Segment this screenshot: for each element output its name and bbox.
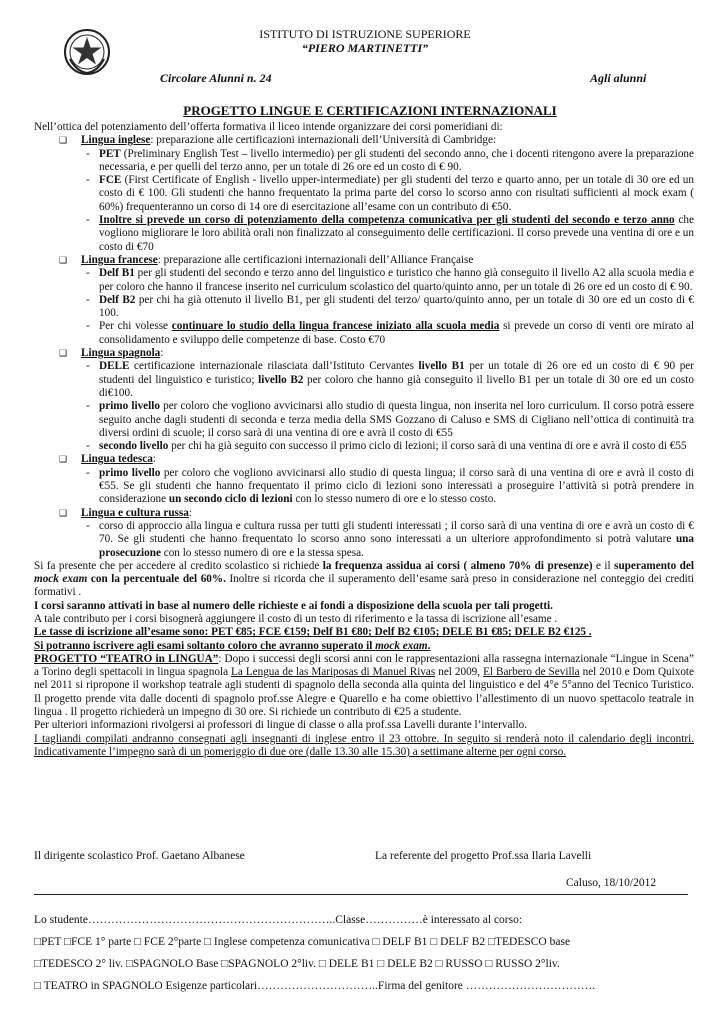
checkbox-bullet-icon: ❑ bbox=[59, 135, 68, 146]
cut-line-divider bbox=[34, 894, 688, 895]
section-french: ❑ Lingua francese: preparazione alle certificazioni internazionali dell’Alliance Française bbox=[59, 253, 474, 266]
checkbox-bullet-icon: ❑ bbox=[59, 507, 68, 518]
exam-fees: Le tasse di iscrizione all’esame sono: PET €85; FCE €159; Delf B1 €80; Delf B2 €105; DELE B1 €85; DELE B2 €125 . bbox=[34, 626, 592, 639]
form-course-options-1[interactable]: □PET □FCE 1° parte □ FCE 2°parte □ Inglese competenza comunicativa □ DELF B1 □ DELF B2 □TEDESCO base bbox=[34, 936, 571, 948]
list-item-russian: - corso di approccio alla lingua e cultura russa per tutti gli studenti interessati ; il corso sarà di una ventina di ore e avrà un costo di € 70. Se gli studenti che hanno frequentato lo scorso anno sono interessati a un ulteriore approfondimento si potrà valutare una prosecuzione con lo stesso numero di ore e la stessa spesa. bbox=[86, 519, 694, 559]
list-item-german-first: - primo livello per coloro che vogliono avvicinarsi allo studio di questa lingua; il corso sarà di una ventina di ore e avrà il costo di €55. Se gli studenti che hanno frequentato il primo ciclo di lezioni sono interessati a proseguire l’attività si potrà prendere in considerazione un secondo ciclo di lezioni con lo stesso numero di ore e lo stesso costo. bbox=[86, 466, 694, 506]
list-item-delf-b2: - Delf B2 per chi ha già ottenuto il livello B1, per gli studenti del terzo/ quarto/quinto anno, per un totale di 30 ore ed un costo di € 100. bbox=[86, 293, 695, 320]
page-title: PROGETTO LINGUE E CERTIFICAZIONI INTERNAZIONALI bbox=[183, 103, 557, 118]
list-item-english-extra: - Inoltre si prevede un corso di potenziamento della competenza comunicativa per gli studenti del secondo e terzo anno che vogliono migliorare le loro abilità orali non finalizzato al conseguimento delle certificazioni. Il corso prevede una ventina di ore e un costo di €70 bbox=[86, 214, 694, 253]
addressee: Agli alunni bbox=[590, 71, 647, 85]
list-item-dele: - DELE certificazione internazionale rilasciata dall’Istituto Cervantes livello B1 per un totale di 26 ore ed un costo di € 90 per studenti del linguistico e turistico; livello B2 per coloro che hanno già conseguito il livello B1 per un totale di 30 ore ed un costo di€100. bbox=[86, 360, 694, 399]
place-date: Caluso, 18/10/2012 bbox=[566, 877, 657, 889]
list-item-pet: - PET (Preliminary English Test – livello intermedio) per gli studenti del secondo anno, che i docenti ritengono avere la preparazione necessaria, e per quelli del terzo anno, per un totale di 26 ore ed un costo di € 90. bbox=[86, 147, 694, 173]
principal-signature: Il dirigente scolastico Prof. Gaetano Albanese bbox=[34, 850, 245, 862]
republic-emblem-icon bbox=[62, 27, 112, 77]
section-german: ❑ Lingua tedesca: bbox=[59, 453, 156, 466]
section-english: ❑ Lingua inglese: preparazione alle certificazioni internazionali dell’Università di Cambridge: bbox=[59, 134, 497, 147]
form-course-options-3[interactable]: □ TEATRO in SPAGNOLO Esigenze particolari…………………………..Firma del genitore ……………………………. bbox=[34, 980, 596, 992]
section-spanish: ❑ Lingua spagnola: bbox=[59, 347, 164, 360]
exam-eligibility: Si potranno iscrivere agli esami soltanto coloro che avranno superato il mock exam. bbox=[34, 639, 431, 652]
contribution-note: A tale contributo per i corsi bisognerà aggiungere il costo di un testo di riferimento e la tassa di iscrizione all’esame . bbox=[34, 612, 558, 625]
list-item-delf-b1: - Delf B1 per gli studenti del secondo e terzo anno del linguistico e turistico che hanno già conseguito il livello A2 alla scuola media e per coloro che hanno il francese inserito nel curriculum scolastico del quarto/quinto anno, per un totale di 26 ore ed un costo di € 90. bbox=[86, 267, 695, 293]
deadline-note: I tagliandi compilati andranno consegnati agli insegnanti di inglese entro il 23 ottobre. In seguito si renderà noto il calendario degli incontri. Indicativamente l’impegno sarà di un pomeriggio di due ore (dalle 13.30 alle 15.30) a settimane alterne per ogni corso. bbox=[34, 732, 694, 758]
list-item-spanish-second: - secondo livello per chi ha già seguito con successo il primo ciclo di lezioni; il corso sarà di una ventina di ore e avrà il costo di €55 bbox=[86, 440, 687, 453]
section-russian: ❑ Lingua e cultura russa: bbox=[59, 506, 192, 519]
form-student-line[interactable]: Lo studente………………………………………………………..Classe……………è interessato al corso: bbox=[34, 914, 523, 926]
school-name: “PIERO MARTINETTI” bbox=[301, 41, 429, 55]
activation-note: I corsi saranno attivati in base al numero delle richieste e ai fondi a disposizione della scuola per tali progetti. bbox=[34, 599, 553, 612]
list-item-french-continue: - Per chi volesse continuare lo studio della lingua francese iniziato alla scuola media si prevede un corso di venti ore mirato al consolidamento e sviluppo delle competenze di base. Costo €70 bbox=[86, 320, 695, 346]
theatre-project: PROGETTO “TEATRO in LINGUA”: Dopo i successi degli scorsi anni con le rappresentazioni alla rassegna internazionale “Lingue in Scena” a Torino degli spettacoli in lingua spagnola La Lengua de las Mariposas di Manuel Rivas nel 2009, El Barbero de Sevilla nel 2010 e Dom Quixote nel 2011 si ripropone il workshop teatrale agli studenti di spagnolo della seconda alla quinta del linguistico e del 4°e 5°anno del Tecnico Turistico. Il progetto prende vita dalle docenti di spagnolo prof.sse Alegre e Quarello e ha come obiettivo l’allestimento di un nuovo spettacolo teatrale in lingua . Il progetto richiederà un impegno di 30 ore. Si richiede un contributo di €25 a studente. bbox=[34, 652, 695, 719]
circular-number: Circolare Alunni n. 24 bbox=[160, 71, 272, 85]
checkbox-bullet-icon: ❑ bbox=[59, 454, 68, 465]
form-course-options-2[interactable]: □TEDESCO 2° liv. □SPAGNOLO Base □SPAGNOLO 2°liv. □ DELE B1 □ DELE B2 □ RUSSO □ RUSSO 2°liv. bbox=[34, 958, 560, 970]
frequency-note: Si fa presente che per accedere al credito scolastico si richiede la frequenza assidua ai corsi ( almeno 70% di presenze) e il superamento del mock exam con la percentuale del 60%. Inoltre si ricorda che il superamento dell’esame sarà preso in considerazione nel conteggio dei crediti formativi . bbox=[34, 559, 694, 599]
intro-text: Nell’ottica del potenziamento dell’offerta formativa il liceo intende organizzare dei corsi pomeridiani di: bbox=[34, 121, 503, 133]
list-item-spanish-first: - primo livello per coloro che vogliono avvicinarsi allo studio di questa lingua, non inserita nel loro curriculum. Il corso potrà essere seguito anche dagli studenti di seconda e terza media della SMS Gozzano di Caluso e SMS di Cigliano nell’ottica di continuità tra diversi ordini di scuole; il corso sarà di una ventina di ore e avrà il costo di €55 bbox=[86, 400, 694, 439]
checkbox-bullet-icon: ❑ bbox=[59, 348, 68, 359]
checkbox-bullet-icon: ❑ bbox=[59, 254, 68, 265]
institute-name: ISTITUTO DI ISTRUZIONE SUPERIORE bbox=[259, 27, 471, 41]
referent-signature: La referente del progetto Prof.ssa Ilaria Lavelli bbox=[375, 850, 592, 862]
document-body bbox=[34, 121, 694, 759]
enrollment-form bbox=[34, 909, 694, 997]
info-note: Per ulteriori informazioni rivolgersi ai professori di lingue di classe o alla prof.ssa Lavelli durante l’intervallo. bbox=[34, 719, 528, 732]
list-item-fce: - FCE (First Certificate of English - livello upper-intermediate) per gli studenti del terzo e quarto anno, per un totale di 30 ore ed un costo di € 100. Gli studenti che hanno frequentato la prima parte del corso lo scorso anno con risultati sufficienti al mock exam ( 60%) frequenteranno un corso di 14 ore di esercitazione all’esame con un contributo di €50. bbox=[86, 174, 694, 213]
